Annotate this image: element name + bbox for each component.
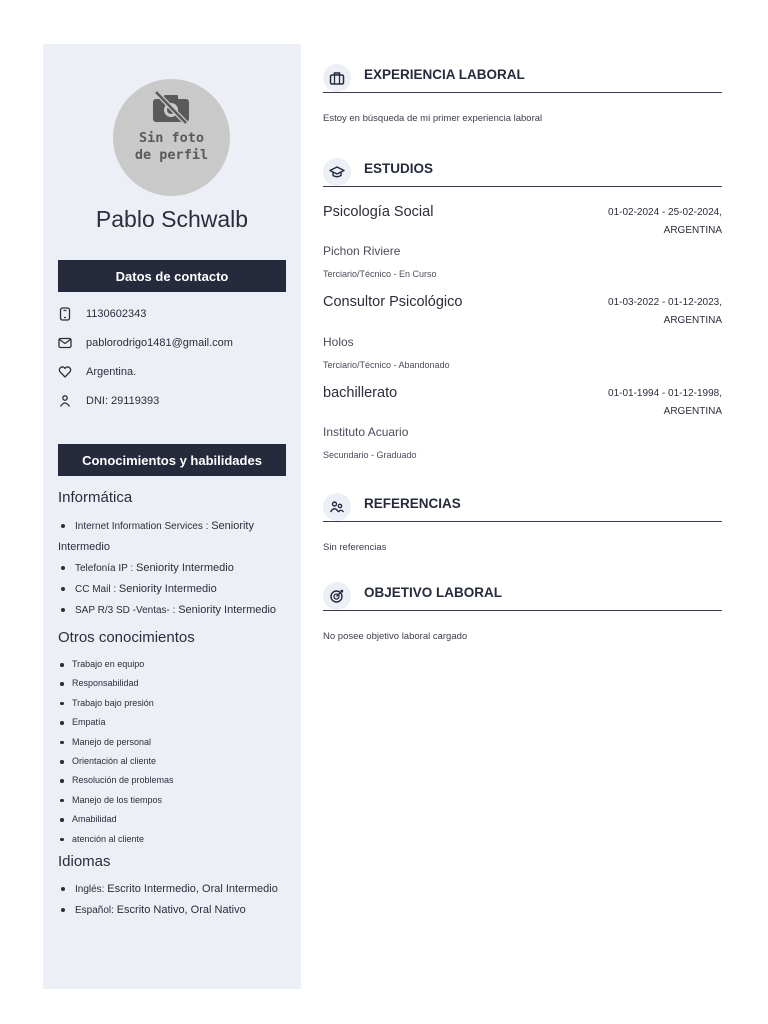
skill-name: Telefonía IP : <box>75 563 134 574</box>
objective-text: No posee objetivo laboral cargado <box>323 631 468 642</box>
no-camera-icon <box>150 89 192 125</box>
study-title: Psicología Social <box>323 204 434 220</box>
experience-title: EXPERIENCIA LABORAL <box>364 67 525 82</box>
language-name: Inglés: <box>75 884 105 895</box>
language-name: Español: <box>75 905 114 916</box>
list-item: Resolución de problemas <box>58 771 288 790</box>
study-country: ARGENTINA <box>663 315 722 326</box>
list-item: Trabajo bajo presión <box>58 694 288 713</box>
phone-icon <box>58 307 72 321</box>
list-item <box>58 516 288 558</box>
study-date-range: 01-01-1994 - 01-12-1998, <box>608 388 722 399</box>
person-icon <box>58 394 72 408</box>
list-item: Orientación al cliente <box>58 752 288 771</box>
study-level: Terciario/Técnico - Abandonado <box>323 360 450 370</box>
contact-phone-text: 1130602343 <box>86 308 147 320</box>
list-item <box>58 879 293 900</box>
study-country: ARGENTINA <box>663 225 722 236</box>
otros-list <box>58 655 288 849</box>
idiomas-title: Idiomas <box>58 853 111 870</box>
sidebar <box>43 44 301 989</box>
list-item: atención al cliente <box>58 830 288 849</box>
list-item <box>58 900 293 921</box>
contact-email-text: pablorodrigo1481@gmail.com <box>86 337 233 349</box>
study-title: Consultor Psicológico <box>323 294 463 310</box>
list-item <box>58 579 288 600</box>
otros-title: Otros conocimientos <box>58 629 195 646</box>
contact-phone <box>58 304 146 324</box>
references-header <box>323 491 722 522</box>
informatica-list <box>58 516 288 621</box>
list-item: Trabajo en equipo <box>58 655 288 674</box>
contact-dni-text: DNI: 29119393 <box>86 395 160 407</box>
study-date <box>522 294 722 330</box>
contact-location <box>58 362 136 382</box>
list-item <box>58 600 288 621</box>
study-date <box>522 385 722 421</box>
mail-icon <box>58 336 72 350</box>
list-item: Manejo de personal <box>58 733 288 752</box>
references-title: REFERENCIAS <box>364 496 461 511</box>
list-item: Empatía <box>58 713 288 732</box>
skill-level: Seniority Intermedio <box>135 562 234 574</box>
study-level: Terciario/Técnico - En Curso <box>323 269 437 279</box>
heart-icon <box>58 365 72 379</box>
study-date-range: 01-02-2024 - 25-02-2024, <box>608 207 722 218</box>
references-text: Sin referencias <box>323 542 387 553</box>
contact-heading: Datos de contacto <box>58 260 286 292</box>
skill-name: CC Mail : <box>75 584 117 595</box>
list-item: Responsabilidad <box>58 674 288 693</box>
experience-text: Estoy en búsqueda de mi primer experiencia laboral <box>323 113 543 124</box>
language-level: Escrito Nativo, Oral Nativo <box>116 904 246 916</box>
skill-name: Internet Information Services : <box>75 521 209 532</box>
study-institution: Holos <box>323 335 354 349</box>
photo-caption-line1: Sin foto <box>138 130 205 146</box>
skills-heading: Conocimientos y habilidades <box>58 444 286 476</box>
skill-level: Seniority Intermedio <box>178 604 277 616</box>
profile-photo-placeholder <box>113 79 230 196</box>
skill-level: Seniority Intermedio <box>58 520 254 553</box>
list-item: Manejo de los tiempos <box>58 791 288 810</box>
photo-caption-line2: de perfil <box>134 147 209 163</box>
contact-email <box>58 333 233 353</box>
skill-name: SAP R/3 SD -Ventas- : <box>75 605 176 616</box>
briefcase-icon <box>323 64 351 92</box>
study-level: Secundario - Graduado <box>323 450 417 460</box>
people-icon <box>323 493 351 521</box>
target-icon <box>323 582 351 610</box>
graduation-cap-icon <box>323 158 351 186</box>
objective-title: OBJETIVO LABORAL <box>364 585 503 600</box>
study-institution: Instituto Acuario <box>323 425 409 439</box>
informatica-title: Informática <box>58 489 133 506</box>
experience-header <box>323 62 722 93</box>
study-date <box>522 204 722 240</box>
list-item: Amabilidad <box>58 810 288 829</box>
objective-header <box>323 580 722 611</box>
study-title: bachillerato <box>323 385 398 401</box>
study-date-range: 01-03-2022 - 01-12-2023, <box>608 297 722 308</box>
studies-header <box>323 156 722 187</box>
study-institution: Pichon Riviere <box>323 244 401 258</box>
study-country: ARGENTINA <box>663 406 722 417</box>
idiomas-list <box>58 879 293 921</box>
language-level: Escrito Intermedio, Oral Intermedio <box>107 883 278 895</box>
contact-dni <box>58 391 159 411</box>
contact-location-text: Argentina. <box>86 366 137 378</box>
studies-title: ESTUDIOS <box>364 161 434 176</box>
list-item <box>58 558 288 579</box>
candidate-name: Pablo Schwalb <box>95 206 249 232</box>
skill-level: Seniority Intermedio <box>118 583 217 595</box>
